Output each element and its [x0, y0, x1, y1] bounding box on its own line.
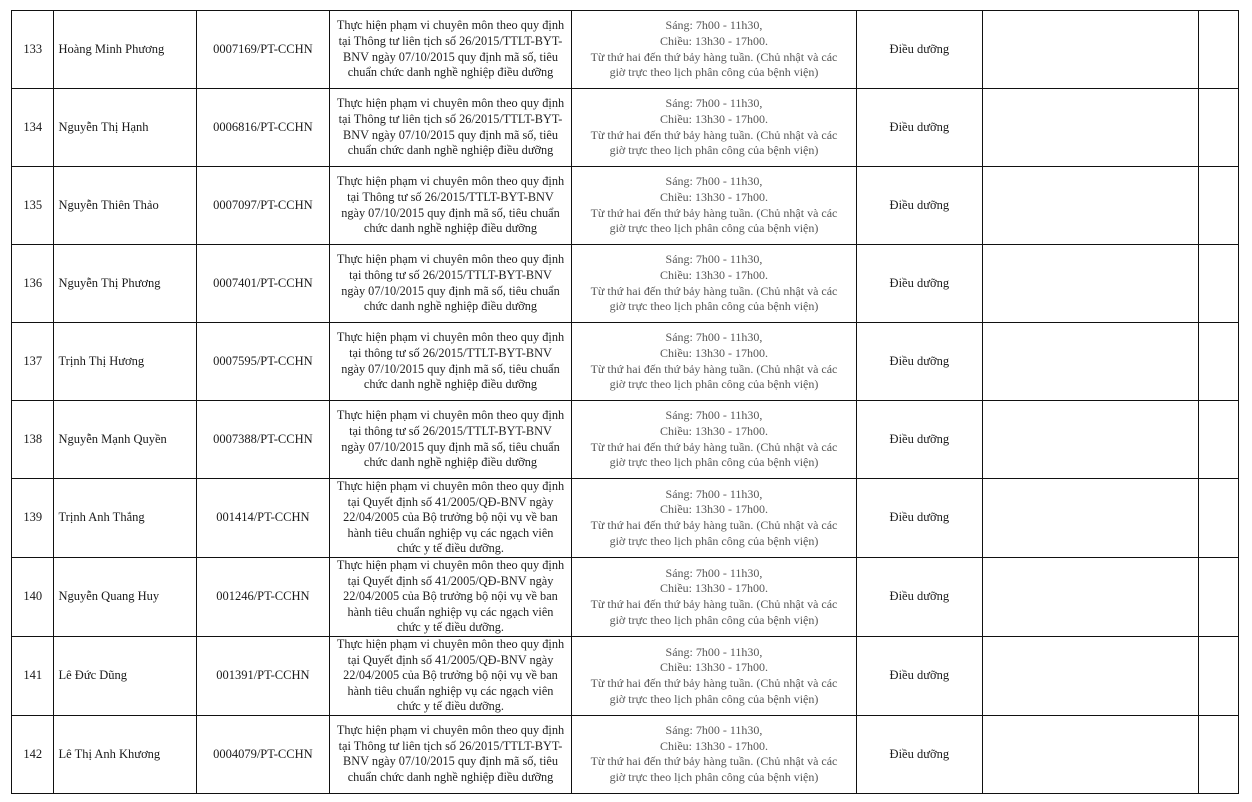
position: Điều dưỡng	[856, 636, 982, 715]
empty-cell	[1198, 479, 1239, 558]
practice-scope	[329, 401, 572, 479]
practice-scope	[329, 167, 572, 245]
working-hours-line: Từ thứ hai đến thứ bảy hàng tuần. (Chủ nhật và các	[590, 675, 838, 690]
working-hours-line: Sáng: 7h00 - 11h30,	[665, 644, 763, 659]
practice-scope-line: hành tiêu chuẩn nghiệp vụ các ngạch viên	[347, 604, 554, 619]
practice-scope-line: chức danh nghề nghiệp điều dưỡng	[363, 377, 538, 392]
practice-scope-text	[333, 479, 569, 557]
practice-scope-line: 22/04/2005 của Bộ trưởng bộ nội vụ về ban	[343, 668, 558, 683]
practice-scope-line: chức danh nghề nghiệp điều dưỡng	[363, 299, 538, 314]
working-hours-line: giờ trực theo lịch phân công của bệnh viện)	[609, 770, 819, 784]
certificate-number: 001414/PT-CCHN	[197, 479, 330, 558]
working-hours-line: Từ thứ hai đến thứ bảy hàng tuần. (Chủ nhật và các	[590, 205, 838, 220]
position: Điều dưỡng	[856, 715, 982, 793]
working-hours	[572, 245, 856, 323]
practice-scope-line: Thực hiện phạm vi chuyên môn theo quy định	[336, 18, 565, 33]
row-number: 141	[12, 636, 54, 715]
staff-name: Trịnh Anh Thắng	[54, 479, 197, 558]
position: Điều dưỡng	[856, 323, 982, 401]
table-row	[12, 557, 1239, 636]
working-hours-line: giờ trực theo lịch phân công của bệnh viện)	[609, 143, 819, 158]
practice-scope	[329, 323, 572, 401]
row-number: 142	[12, 715, 54, 793]
practice-scope-line: Thực hiện phạm vi chuyên môn theo quy định	[336, 96, 565, 111]
working-hours	[572, 89, 856, 167]
working-hours-line: Chiều: 13h30 - 17h00.	[659, 502, 768, 517]
practice-scope	[329, 557, 572, 636]
position: Điều dưỡng	[856, 167, 982, 245]
table-row	[12, 245, 1239, 323]
practice-scope	[329, 479, 572, 558]
row-number: 133	[12, 11, 54, 89]
working-hours-line: giờ trực theo lịch phân công của bệnh viện)	[609, 65, 819, 80]
practice-scope-line: tại Thông tư số 26/2015/TTLT-BYT-BNV	[347, 189, 554, 204]
working-hours-line: Từ thứ hai đến thứ bảy hàng tuần. (Chủ nhật và các	[590, 439, 838, 454]
position: Điều dưỡng	[856, 479, 982, 558]
empty-cell	[1198, 167, 1239, 245]
table-row	[12, 11, 1239, 89]
empty-cell	[983, 557, 1198, 636]
certificate-number: 001246/PT-CCHN	[197, 557, 330, 636]
working-hours-line: Chiều: 13h30 - 17h00.	[659, 660, 768, 675]
empty-cell	[1198, 636, 1239, 715]
practice-scope-text	[333, 723, 569, 785]
practice-scope-line: 22/04/2005 của Bộ trưởng bộ nội vụ về ban	[343, 589, 558, 604]
staff-name: Nguyễn Mạnh Quyền	[54, 401, 197, 479]
empty-cell	[983, 715, 1198, 793]
practice-scope	[329, 11, 572, 89]
practice-scope-line: Thực hiện phạm vi chuyên môn theo quy định	[336, 723, 565, 738]
practice-scope-line: Thực hiện phạm vi chuyên môn theo quy định	[336, 557, 565, 572]
practice-scope-line: ngày 07/10/2015 quy định mã số, tiêu chuẩn	[341, 361, 560, 376]
empty-cell	[1198, 89, 1239, 167]
certificate-number: 0004079/PT-CCHN	[197, 715, 330, 793]
practice-scope-text	[333, 558, 569, 636]
practice-scope-line: hành tiêu chuẩn nghiệp vụ các ngạch viên	[347, 525, 554, 540]
practice-scope-line: chức y tế điều dưỡng.	[397, 620, 504, 635]
practice-scope-text	[333, 637, 569, 715]
practice-scope-line: chuẩn chức danh nghề nghiệp điều dưỡng	[347, 65, 554, 80]
certificate-number: 0007169/PT-CCHN	[197, 11, 330, 89]
practice-scope-line: tại thông tư số 26/2015/TTLT-BYT-BNV	[349, 267, 552, 282]
working-hours-line: Từ thứ hai đến thứ bảy hàng tuần. (Chủ nhật và các	[590, 754, 838, 769]
position: Điều dưỡng	[856, 11, 982, 89]
working-hours	[572, 401, 856, 479]
practice-scope-line: ngày 07/10/2015 quy định mã số, tiêu chuẩn	[341, 439, 560, 454]
certificate-number: 0006816/PT-CCHN	[197, 89, 330, 167]
practice-scope-line: tại thông tư số 26/2015/TTLT-BYT-BNV	[349, 345, 552, 360]
working-hours-line: giờ trực theo lịch phân công của bệnh viện)	[609, 221, 819, 236]
working-hours-line: Sáng: 7h00 - 11h30,	[665, 723, 763, 738]
practice-scope-line: BNV ngày 07/10/2015 quy định mã số, tiêu	[343, 754, 558, 769]
working-hours-line: Từ thứ hai đến thứ bảy hàng tuần. (Chủ nhật và các	[590, 127, 838, 142]
practice-scope-line: ngày 07/10/2015 quy định mã số, tiêu chuẩn	[341, 205, 560, 220]
practice-scope-line: BNV ngày 07/10/2015 quy định mã số, tiêu	[343, 49, 558, 64]
empty-cell	[1198, 401, 1239, 479]
empty-cell	[1198, 557, 1239, 636]
practice-scope	[329, 245, 572, 323]
staff-name: Nguyễn Quang Huy	[54, 557, 197, 636]
position: Điều dưỡng	[856, 557, 982, 636]
practice-scope-line: chuẩn chức danh nghề nghiệp điều dưỡng	[347, 143, 554, 158]
table-row	[12, 401, 1239, 479]
working-hours	[572, 557, 856, 636]
practice-scope-line: tại thông tư số 26/2015/TTLT-BYT-BNV	[349, 423, 552, 438]
practice-scope	[329, 89, 572, 167]
working-hours-line: giờ trực theo lịch phân công của bệnh viện)	[609, 455, 819, 470]
empty-cell	[1198, 245, 1239, 323]
table-row	[12, 715, 1239, 793]
working-hours-line: Sáng: 7h00 - 11h30,	[665, 174, 763, 189]
practice-scope-text	[333, 18, 569, 80]
working-hours-line: Sáng: 7h00 - 11h30,	[665, 330, 763, 345]
working-hours-line: giờ trực theo lịch phân công của bệnh viện)	[609, 299, 819, 314]
practice-scope-line: tại Quyết định số 41/2005/QĐ-BNV ngày	[347, 573, 554, 588]
empty-cell	[1198, 11, 1239, 89]
row-number: 134	[12, 89, 54, 167]
staff-table-body	[12, 11, 1239, 794]
practice-scope-text	[333, 330, 569, 392]
practice-scope-line: 22/04/2005 của Bộ trưởng bộ nội vụ về ban	[343, 510, 558, 525]
working-hours-line: giờ trực theo lịch phân công của bệnh viện)	[609, 533, 819, 548]
working-hours	[572, 479, 856, 558]
practice-scope-text	[333, 96, 569, 158]
practice-scope	[329, 715, 572, 793]
table-row	[12, 479, 1239, 558]
working-hours-line: Chiều: 13h30 - 17h00.	[659, 267, 768, 282]
empty-cell	[983, 479, 1198, 558]
working-hours-line: Chiều: 13h30 - 17h00.	[659, 33, 768, 48]
empty-cell	[983, 636, 1198, 715]
practice-scope-line: tại Quyết định số 41/2005/QĐ-BNV ngày	[347, 652, 554, 667]
certificate-number: 0007388/PT-CCHN	[197, 401, 330, 479]
practice-scope-line: chức y tế điều dưỡng.	[397, 541, 504, 556]
practice-scope-line: chuẩn chức danh nghề nghiệp điều dưỡng	[347, 770, 554, 784]
empty-cell	[983, 89, 1198, 167]
row-number: 140	[12, 557, 54, 636]
row-number: 138	[12, 401, 54, 479]
practice-scope-line: Thực hiện phạm vi chuyên môn theo quy định	[336, 330, 565, 345]
working-hours-line: Từ thứ hai đến thứ bảy hàng tuần. (Chủ nhật và các	[590, 49, 838, 64]
practice-scope-line: Thực hiện phạm vi chuyên môn theo quy định	[336, 252, 565, 267]
staff-name: Nguyễn Thị Phương	[54, 245, 197, 323]
working-hours-line: Chiều: 13h30 - 17h00.	[659, 423, 768, 438]
practice-scope-line: hành tiêu chuẩn nghiệp vụ các ngạch viên	[347, 683, 554, 698]
empty-cell	[983, 323, 1198, 401]
empty-cell	[983, 11, 1198, 89]
practice-scope-text	[333, 174, 569, 236]
practice-scope-line: ngày 07/10/2015 quy định mã số, tiêu chuẩn	[341, 283, 560, 298]
empty-cell	[1198, 715, 1239, 793]
working-hours-line: Chiều: 13h30 - 17h00.	[659, 345, 768, 360]
staff-name: Lê Đức Dũng	[54, 636, 197, 715]
table-row	[12, 167, 1239, 245]
row-number: 137	[12, 323, 54, 401]
practice-scope-line: chức danh nghề nghiệp điều dưỡng	[363, 221, 538, 236]
position: Điều dưỡng	[856, 89, 982, 167]
working-hours-line: Sáng: 7h00 - 11h30,	[665, 96, 763, 111]
staff-name: Lê Thị Anh Khương	[54, 715, 197, 793]
staff-name: Nguyễn Thị Hạnh	[54, 89, 197, 167]
certificate-number: 001391/PT-CCHN	[197, 636, 330, 715]
working-hours-line: Sáng: 7h00 - 11h30,	[665, 18, 763, 33]
certificate-number: 0007595/PT-CCHN	[197, 323, 330, 401]
practice-scope-line: tại Thông tư liên tịch số 26/2015/TTLT-BYT-	[338, 33, 563, 48]
working-hours	[572, 323, 856, 401]
working-hours-line: giờ trực theo lịch phân công của bệnh viện)	[609, 377, 819, 392]
row-number: 135	[12, 167, 54, 245]
practice-scope-line: tại Thông tư liên tịch số 26/2015/TTLT-BYT-	[338, 111, 563, 126]
practice-scope-line: Thực hiện phạm vi chuyên môn theo quy định	[336, 479, 565, 493]
table-row	[12, 636, 1239, 715]
certificate-number: 0007097/PT-CCHN	[197, 167, 330, 245]
working-hours	[572, 167, 856, 245]
row-number: 136	[12, 245, 54, 323]
working-hours	[572, 11, 856, 89]
practice-scope-line: Thực hiện phạm vi chuyên môn theo quy định	[336, 408, 565, 423]
practice-scope-line: chức danh nghề nghiệp điều dưỡng	[363, 455, 538, 470]
working-hours-line: giờ trực theo lịch phân công của bệnh viện)	[609, 691, 819, 706]
empty-cell	[983, 167, 1198, 245]
working-hours	[572, 715, 856, 793]
empty-cell	[983, 401, 1198, 479]
staff-name: Nguyễn Thiên Thảo	[54, 167, 197, 245]
empty-cell	[1198, 323, 1239, 401]
table-row	[12, 323, 1239, 401]
working-hours-line: Sáng: 7h00 - 11h30,	[665, 408, 763, 423]
working-hours-line: Sáng: 7h00 - 11h30,	[665, 486, 763, 501]
position: Điều dưỡng	[856, 245, 982, 323]
working-hours-line: giờ trực theo lịch phân công của bệnh viện)	[609, 612, 819, 627]
staff-name: Hoàng Minh Phương	[54, 11, 197, 89]
practice-scope-line: Thực hiện phạm vi chuyên môn theo quy định	[336, 174, 565, 189]
row-number: 139	[12, 479, 54, 558]
working-hours-line: Sáng: 7h00 - 11h30,	[665, 565, 763, 580]
staff-name: Trịnh Thị Hương	[54, 323, 197, 401]
working-hours-line: Sáng: 7h00 - 11h30,	[665, 252, 763, 267]
position: Điều dưỡng	[856, 401, 982, 479]
working-hours-line: Chiều: 13h30 - 17h00.	[659, 189, 768, 204]
working-hours-line: Chiều: 13h30 - 17h00.	[659, 111, 768, 126]
practice-scope-text	[333, 408, 569, 470]
practice-scope-line: chức y tế điều dưỡng.	[397, 699, 504, 714]
working-hours-line: Từ thứ hai đến thứ bảy hàng tuần. (Chủ nhật và các	[590, 596, 838, 611]
practice-scope	[329, 636, 572, 715]
table-row	[12, 89, 1239, 167]
practice-scope-line: tại Thông tư liên tịch số 26/2015/TTLT-BYT-	[338, 738, 563, 753]
empty-cell	[983, 245, 1198, 323]
working-hours-line: Từ thứ hai đến thứ bảy hàng tuần. (Chủ nhật và các	[590, 283, 838, 298]
working-hours-line: Từ thứ hai đến thứ bảy hàng tuần. (Chủ nhật và các	[590, 361, 838, 376]
staff-table	[11, 10, 1239, 794]
practice-scope-line: Thực hiện phạm vi chuyên môn theo quy định	[336, 636, 565, 651]
practice-scope-line: BNV ngày 07/10/2015 quy định mã số, tiêu	[343, 127, 558, 142]
certificate-number: 0007401/PT-CCHN	[197, 245, 330, 323]
working-hours	[572, 636, 856, 715]
practice-scope-text	[333, 252, 569, 314]
practice-scope-line: tại Quyết định số 41/2005/QĐ-BNV ngày	[347, 494, 554, 509]
working-hours-line: Chiều: 13h30 - 17h00.	[659, 738, 768, 753]
working-hours-line: Từ thứ hai đến thứ bảy hàng tuần. (Chủ nhật và các	[590, 517, 838, 532]
working-hours-line: Chiều: 13h30 - 17h00.	[659, 581, 768, 596]
